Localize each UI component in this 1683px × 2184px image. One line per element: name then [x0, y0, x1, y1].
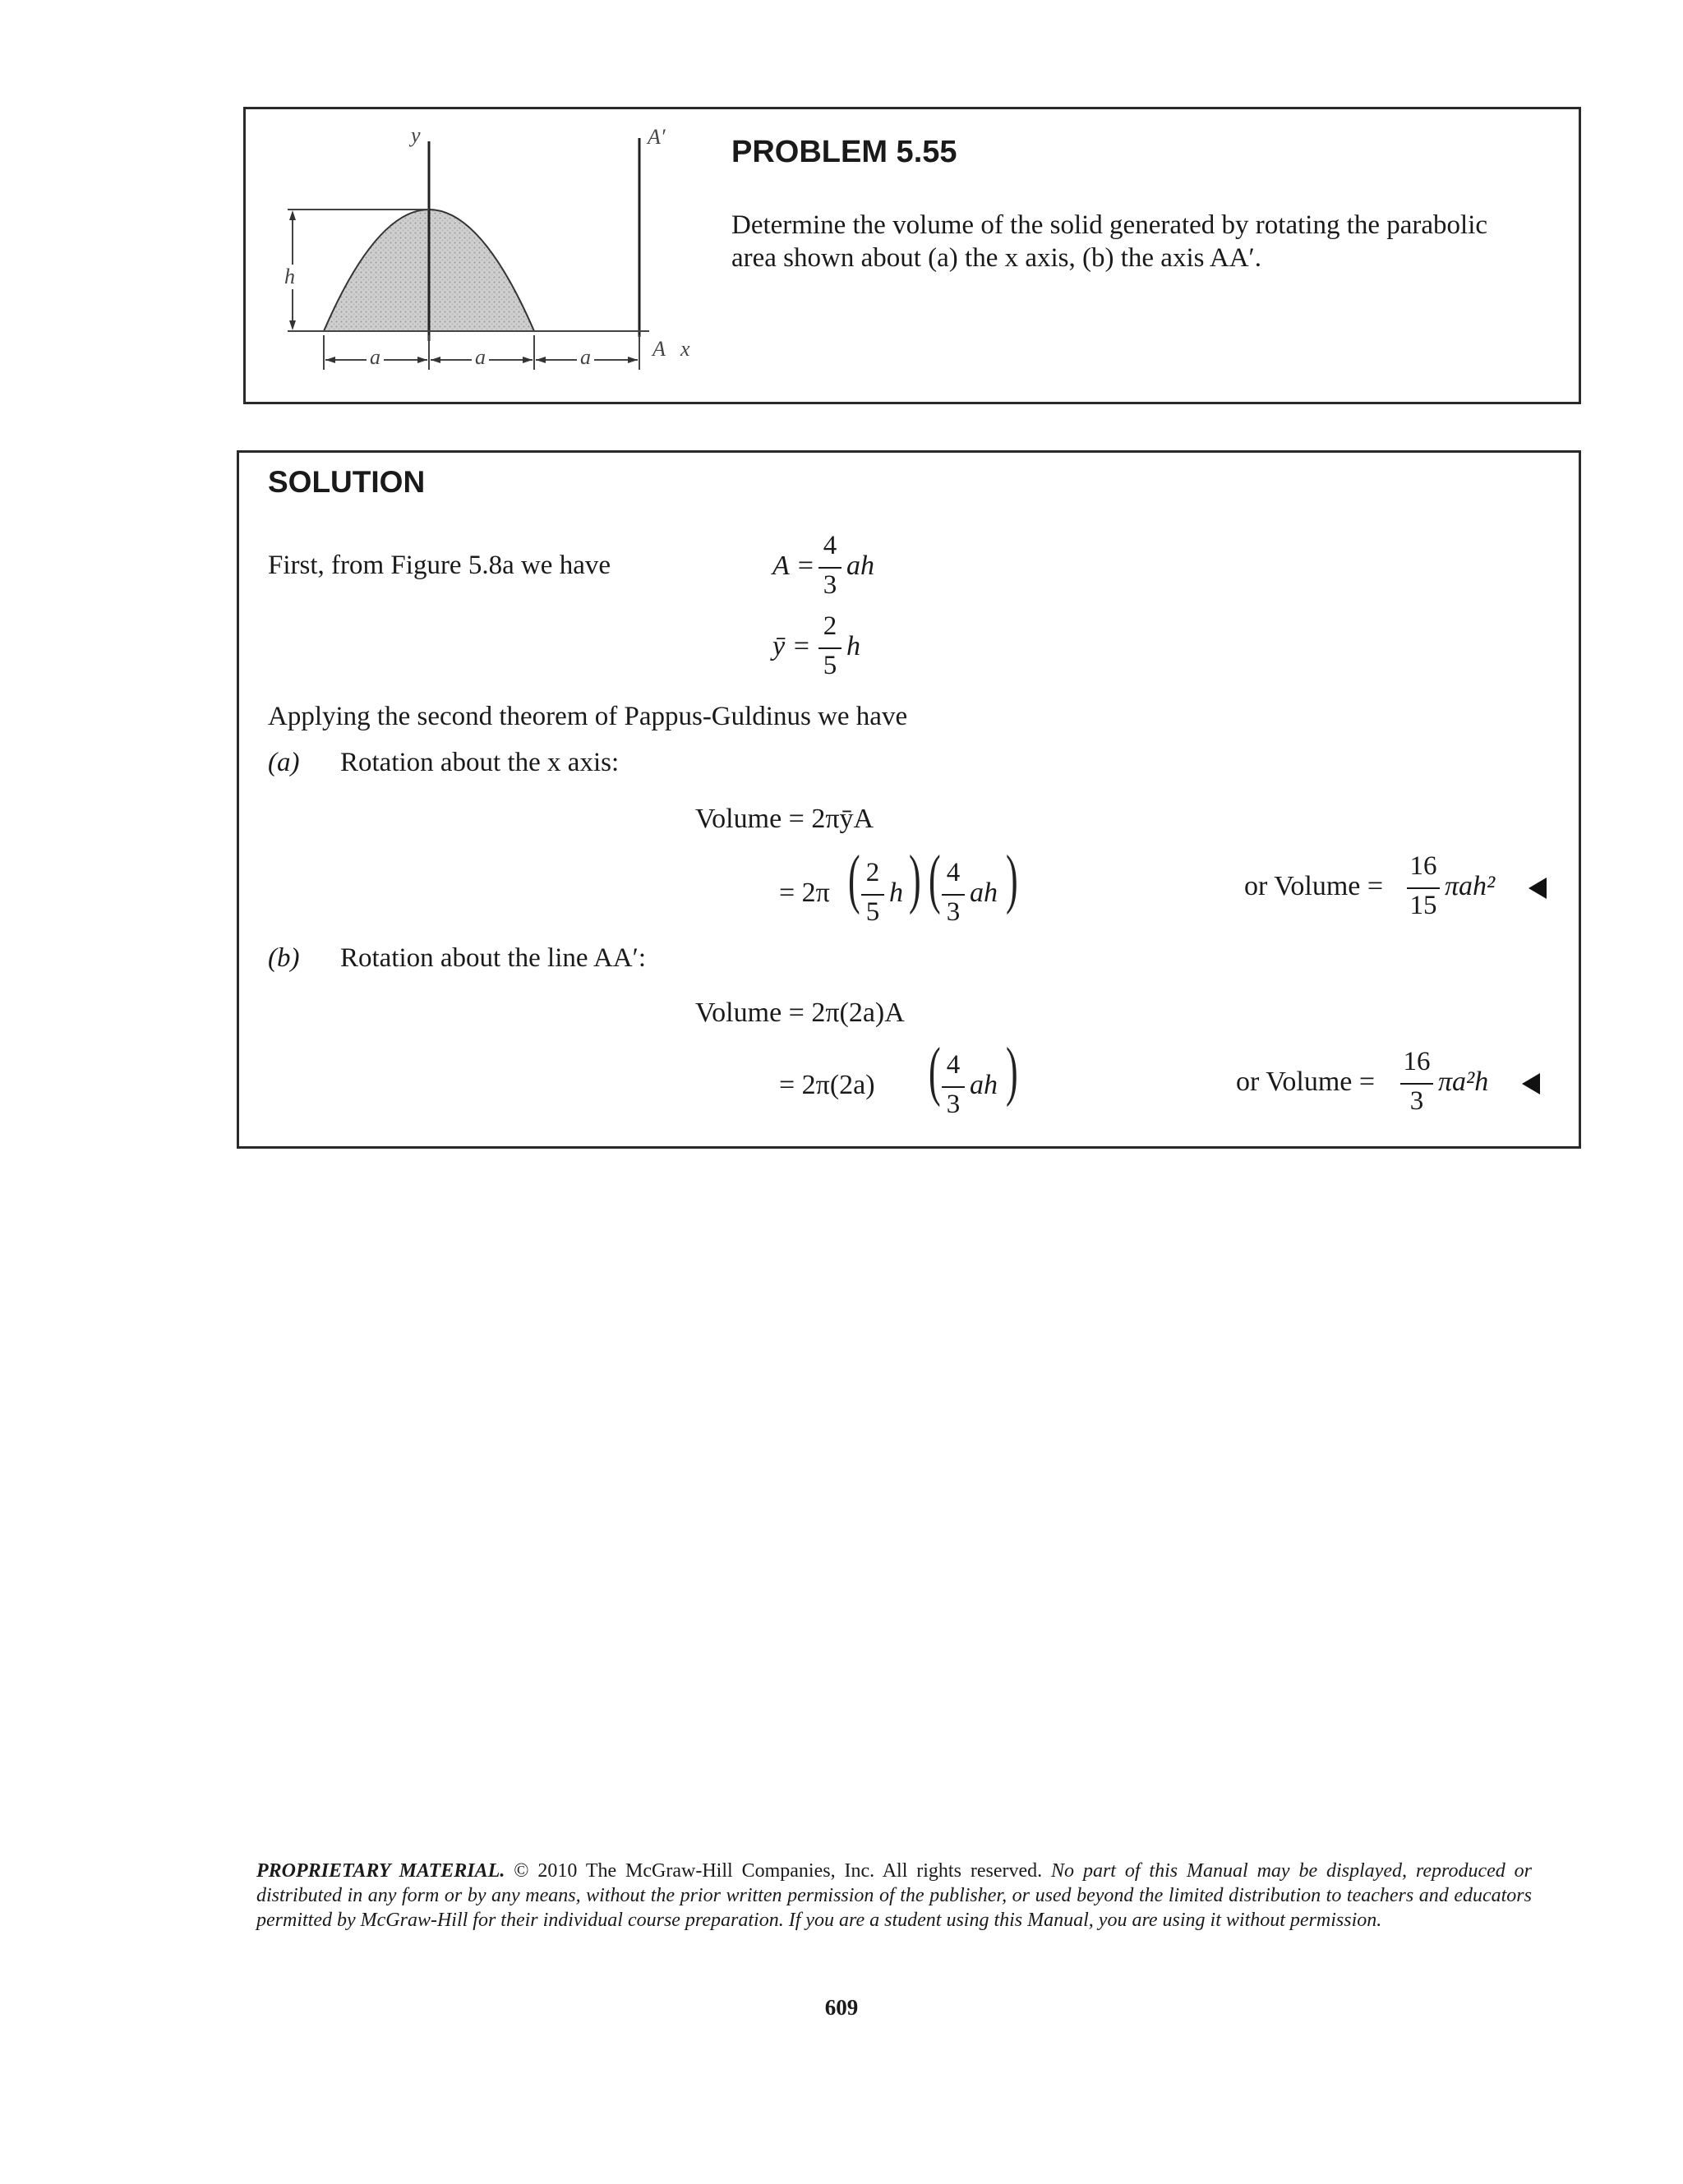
- part-b-eq1: Volume = 2π(2a)A: [695, 998, 905, 1028]
- figure-y-label: y: [411, 123, 421, 147]
- part-a-label: (a): [268, 748, 300, 777]
- part-b-text: Rotation about the line AA′:: [340, 943, 647, 973]
- parabola-figure: [271, 123, 707, 370]
- problem-title: PROBLEM 5.55: [731, 135, 957, 169]
- part-a-result-var: πah²: [1445, 871, 1496, 901]
- part-a-result-prefix: or Volume =: [1244, 871, 1384, 901]
- part-a-f2-var: ah: [970, 878, 998, 908]
- figure-A-label: A: [652, 337, 666, 361]
- figure-a-prime-label: A′: [648, 125, 666, 149]
- area-num: 4: [823, 531, 837, 560]
- part-a-f1-var: h: [889, 878, 903, 908]
- part-a-f2-den: 3: [946, 897, 961, 927]
- problem-statement-line2: area shown about (a) the x axis, (b) the axis AA′.: [731, 243, 1262, 273]
- part-a-result-den: 15: [1409, 891, 1437, 920]
- theorem-text: Applying the second theorem of Pappus-Guldinus we have: [268, 702, 908, 731]
- part-a-result-num: 16: [1409, 851, 1437, 881]
- figure-a-label-2: a: [472, 345, 489, 370]
- part-b-f-var: ah: [970, 1070, 998, 1100]
- part-a-eq1: Volume = 2πȳA: [695, 804, 874, 834]
- problem-statement-line1: Determine the volume of the solid generated by rotating the parabolic: [731, 210, 1488, 240]
- area-den: 3: [823, 570, 837, 600]
- figure-x-label: x: [680, 337, 690, 361]
- part-a-f2-num: 4: [946, 858, 961, 887]
- copyright-notice: [256, 1859, 1532, 1933]
- part-b-result-den: 3: [1409, 1086, 1424, 1116]
- area-rhs: ah: [846, 551, 874, 581]
- ybar-lhs: ȳ =: [772, 631, 811, 661]
- solution-heading: SOLUTION: [268, 465, 426, 499]
- answer-marker-icon: [1522, 1073, 1540, 1094]
- part-a-text: Rotation about the x axis:: [340, 748, 620, 777]
- ybar-den: 5: [823, 651, 837, 680]
- part-a-f1-den: 5: [865, 897, 880, 927]
- area-lhs: A =: [772, 551, 815, 581]
- part-b-eq2-prefix: = 2π(2a): [779, 1070, 875, 1100]
- part-b-result-var: πa²h: [1438, 1067, 1489, 1097]
- figure-a-label-3: a: [577, 345, 594, 370]
- part-b-label: (b): [268, 943, 300, 973]
- figure-h-label: h: [284, 265, 295, 288]
- part-b-f-den: 3: [946, 1090, 961, 1119]
- part-b-result-prefix: or Volume =: [1236, 1067, 1376, 1097]
- part-b-f-num: 4: [946, 1050, 961, 1080]
- part-a-eq2-prefix: = 2π: [779, 878, 830, 908]
- footer-italic: No part of this Manual may be displayed, reproduced or distributed in any form or by any means, without the prior written permission of the publisher, or used beyond the limited distribution to teachers and educators permitted by McGraw-Hill for their individual course preparation. If you are a student using this Manual, you are using it without permission.: [256, 1860, 1532, 1931]
- part-b-result-num: 16: [1403, 1047, 1431, 1076]
- figure-a-label-1: a: [367, 345, 384, 370]
- ybar-num: 2: [823, 611, 837, 641]
- answer-marker-icon: [1529, 878, 1547, 899]
- ybar-rhs: h: [846, 631, 860, 661]
- part-a-f1-num: 2: [865, 858, 880, 887]
- page-number: 609: [824, 1995, 859, 2020]
- solution-intro: First, from Figure 5.8a we have: [268, 551, 611, 580]
- footer-plain: © 2010 The McGraw-Hill Companies, Inc. All rights reserved.: [505, 1860, 1052, 1882]
- footer-bold-lead: PROPRIETARY MATERIAL.: [256, 1860, 505, 1882]
